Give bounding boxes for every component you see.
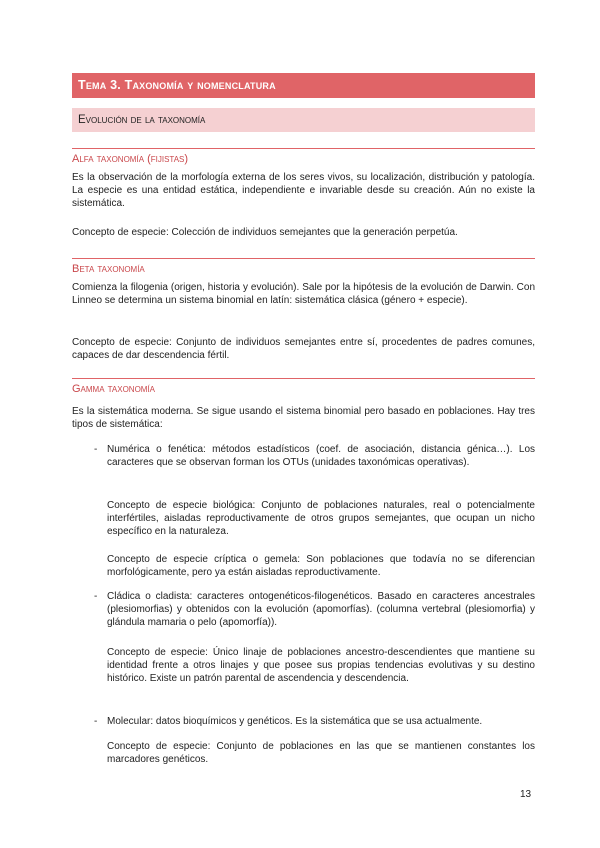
list-bullet: - xyxy=(94,591,98,602)
list-item-paragraph: Numérica o fenética: métodos estadísticos (coef. de asociación, distancia génica…). Los caracteres que se observan forman los OTUs (unidades taxonómicas operativas). xyxy=(107,444,535,469)
list-bullet: - xyxy=(94,716,98,727)
page-title: Tema 3. Taxonomía y nomenclatura xyxy=(72,73,535,98)
page-subtitle: Evolución de la taxonomía xyxy=(72,108,535,132)
list-item-paragraph: Concepto de especie biológica: Conjunto de poblaciones naturales, real o potencialmente interfértiles, aisladas reproductivamente de otros grupos semejantes, que ocupan un nicho específico en la naturaleza. xyxy=(107,500,535,538)
list-item-paragraph: Concepto de especie: Conjunto de poblaciones en las que se mantienen constantes los marcadores genéticos. xyxy=(107,741,535,766)
paragraph: Concepto de especie: Conjunto de individuos semejantes entre sí, procedentes de padres comunes, capaces de dar descendencia fértil. xyxy=(72,337,535,362)
section-heading-alfa: Alfa taxonomía (fijistas) xyxy=(72,148,535,166)
list-item-paragraph: Cládica o cladista: caracteres ontogenéticos-filogenéticos. Basado en caracteres ancestrales (plesiomorfias) y obtenidos con la evolución (apomorfías). (columna vertebral (plesiomorfia) y glándula mamaria o pelo (apomorfía)). xyxy=(107,591,535,629)
section-heading-beta: Beta taxonomía xyxy=(72,258,535,276)
section-heading-gamma: Gamma taxonomía xyxy=(72,378,535,396)
paragraph: Es la sistemática moderna. Se sigue usando el sistema binomial pero basado en poblaciones. Hay tres tipos de sistemática: xyxy=(72,406,535,431)
paragraph: Comienza la filogenia (origen, historia y evolución). Sale por la hipótesis de la evolución de Darwin. Con Linneo se determina un sistema binomial en latín: sistemática clásica (género + especie). xyxy=(72,282,535,307)
page-number: 13 xyxy=(520,789,532,800)
list-item-paragraph: Molecular: datos bioquímicos y genéticos. Es la sistemática que se usa actualmente. xyxy=(107,716,483,727)
list-bullet: - xyxy=(94,444,98,455)
list-item-paragraph: Concepto de especie: Único linaje de poblaciones ancestro-descendientes que mantiene su identidad frente a otros linajes y que posee sus propias tendencias evolutivas y su destino histórico. Existe un patrón parental de ascendencia y descendencia. xyxy=(107,647,535,685)
list-item-paragraph: Concepto de especie críptica o gemela: Son poblaciones que todavía no se diferencian morfológicamente, pero ya están aisladas reproductivamente. xyxy=(107,554,535,579)
paragraph: Concepto de especie: Colección de individuos semejantes que la generación perpetúa. xyxy=(72,227,458,238)
paragraph: Es la observación de la morfología externa de los seres vivos, su localización, distribución y patología. La especie es una entidad estática, independiente e invariable desde su creación. Aún no existe la sistemática. xyxy=(72,172,535,210)
